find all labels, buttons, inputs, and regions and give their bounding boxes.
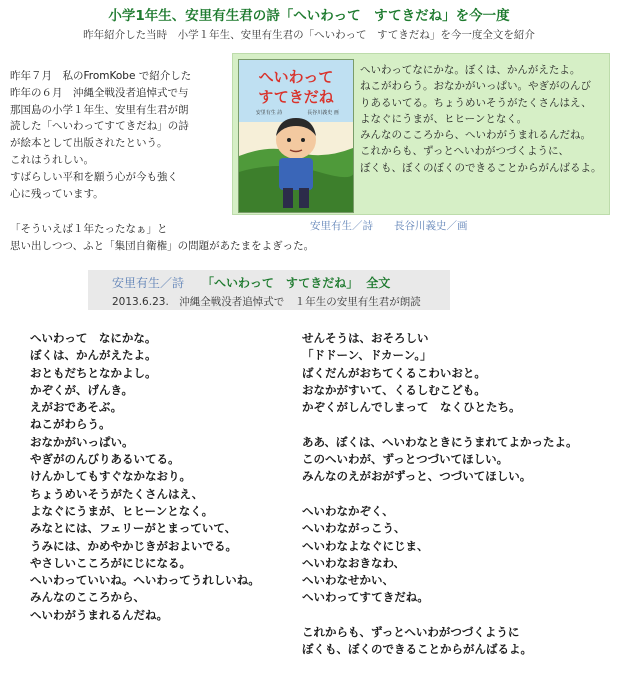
poem-line: へいわながっこう、 [302,521,406,536]
poem-line: やさしいこころがにじになる。 [30,555,191,570]
intro-line: 読した「へいわってすてきだね」の詩 [10,120,189,133]
poem-line: けんかしてもすぐなかなおり。 [30,469,191,484]
poem-line: おなかがいっぱい。 [30,434,134,449]
poem-line: このへいわが、ずっとつづいてほしい。 [302,452,509,467]
intro-line: これはうれしい。 [10,153,94,166]
intro-line: 昨年の６月 沖縄全戦没者追悼式で与 [10,86,189,99]
poem-line: かぞくがしんでしまって なくひとたち。 [302,400,521,415]
poem-line: おなかがすいて、くるしむこども。 [302,382,486,397]
intro-line: 昨年７月 私のFromKobe で紹介した [10,70,192,82]
intro-tail-line: 思い出しつつ、ふと「集団自衛権」の問題があたまをよぎった。 [10,239,315,252]
intro-tail-line: 「そういえば１年たったなぁ」と [10,223,168,235]
poem-line: これからも、ずっとへいわがつづくように [302,625,520,640]
header-author: 安里有生／詩 [112,276,185,290]
poem-excerpt [360,62,604,176]
header-full-label: 全文 [366,276,391,290]
poem-excerpt-line: りあるいてる。ちょうめいそうがたくさんはえ、 [360,96,592,109]
poem-line: へいわなかぞく、 [302,503,394,518]
poem-line: ちょうめいそうがたくさんはえ、 [30,486,204,501]
poem-line: やぎがのんびりあるいてる。 [30,452,180,467]
poem-line: へいわって なにかな。 [30,331,157,345]
poem-line: みなとには、フェリーがとまっていて、 [30,521,237,536]
poem-line: ぼくも、ぼくのできることからがんばるよ。 [302,642,532,657]
poem-line: へいわなおきなわ、 [302,555,406,570]
poem-line: ばくだんがおちてくるこわいおと。 [302,365,486,380]
poem-line: みんなのえがおがずっと、つづいてほしい。 [302,469,532,484]
page-subtitle: 昨年紹介した当時 小学１年生、安里有生君の「へいわって すてきだね」を今一度全文を紹介 [83,29,535,41]
poem-line: えがおであそぶ。 [30,400,123,415]
poem-line: ああ、ぼくは、へいわなときにうまれてよかったよ。 [302,434,578,449]
poem-blank-line [302,607,612,624]
poem-excerpt-line: よなぐにうまが、ヒヒーンとなく。 [360,112,528,125]
book-cover-image [238,59,354,213]
full-text-header-sub: 2013.6.23. 沖縄全戦没者追悼式で １年生の安里有生君が朗読 [112,296,421,308]
poem-excerpt-line: ぼくも、ぼくのぼくのできることからがんばるよ。 [360,161,602,174]
book-credit: 安里有生／詩 長谷川義史／画 [310,220,468,232]
poem-line: かぞくが、げんき。 [30,382,134,397]
full-poem-right-column [302,330,612,659]
poem-line: みんなのこころから、 [30,590,145,605]
poem-line: ねこがわらう。 [30,417,111,432]
full-text-header [112,274,390,291]
poem-line: へいわなよなぐにじま、 [302,538,429,553]
poem-excerpt-line: へいわってなにかな。ぼくは、かんがえたよ。 [360,64,581,76]
poem-line: へいわがうまれるんだね。 [30,607,168,622]
intro-line: が絵本として出版されたという。 [10,137,168,150]
poem-line: うみには、かめやかじきがおよいでる。 [30,538,237,553]
intro-line: 心に残っています。 [10,187,104,200]
poem-excerpt-line: ねこがわらう。おなかがいっぱい。やぎがのんび [360,80,591,93]
poem-line: へいわなせかい、 [302,573,394,588]
book-cover-artist: 長谷川義史 画 [307,110,339,116]
poem-blank-line [302,416,612,433]
full-poem-left-column [30,330,290,624]
intro-text [10,68,232,202]
intro-line: すばらしい平和を願う心が今も強く [10,170,178,183]
poem-line: 「ドドーン、ドカーン。」 [302,348,432,363]
poem-line: ぼくは、かんがえたよ。 [30,348,157,363]
poem-excerpt-line: これからも、ずっとへいわがつづくように、 [360,145,569,158]
header-work-title: 「へいわって すてきだね」 [202,276,359,290]
book-cover-title-1: へいわって [258,68,334,86]
poem-line: おともだちとなかよし。 [30,365,157,380]
intro-line: 那国島の小学１年生、安里有生君が朗 [10,103,189,116]
intro-tail-text [10,221,350,255]
book-cover-title-2: すてきだね [258,88,334,106]
poem-excerpt-line: みんなのこころから、へいわがうまれるんだね。 [360,129,591,142]
poem-line: へいわっていいね。へいわってうれしいね。 [30,573,260,588]
poem-line: へいわってすてきだね。 [302,590,429,605]
poem-line: せんそうは、おそろしい [302,331,429,345]
book-cover-author: 安里有生 詩 [255,110,283,116]
page-title: 小学1年生、安里有生君の詩「へいわって すてきだね」を今一度 [108,8,510,24]
poem-blank-line [302,486,612,503]
poem-line: よなぐにうまが、ヒヒーンとなく。 [30,503,214,518]
